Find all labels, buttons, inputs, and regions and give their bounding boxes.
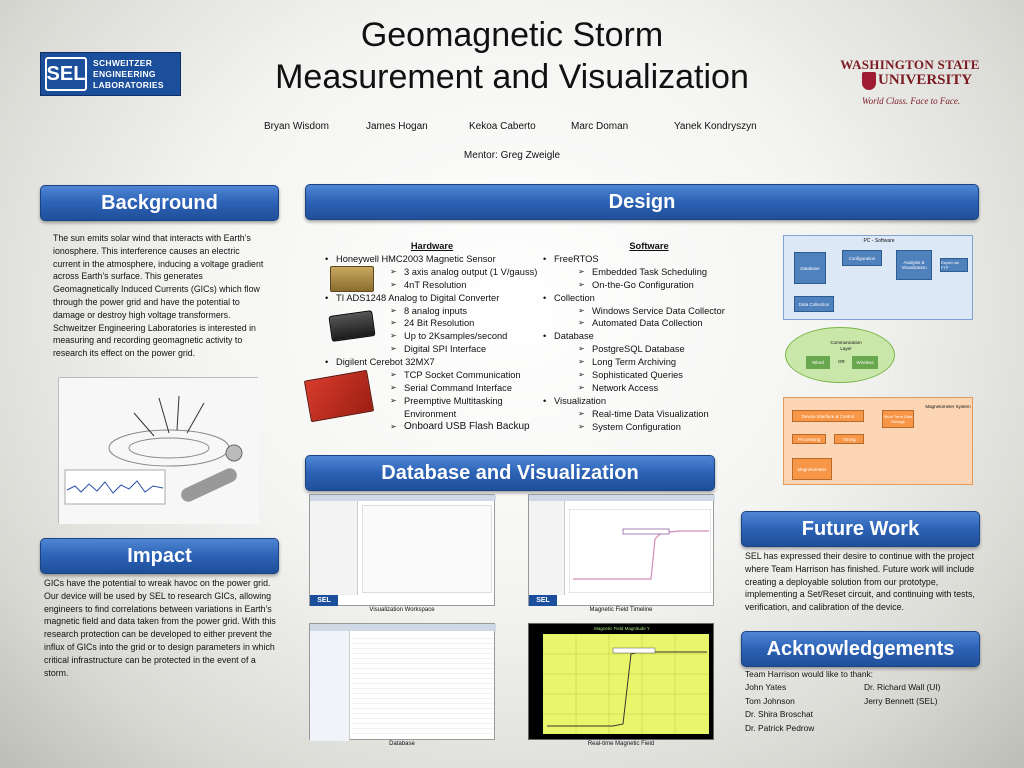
wsu-logo-tagline: World Class. Face to Face. bbox=[862, 96, 961, 106]
title-line-2: Measurement and Visualization bbox=[275, 58, 749, 96]
software-subitem: ➢ On-the-Go Configuration bbox=[540, 279, 760, 292]
author-2: James Hogan bbox=[366, 121, 428, 132]
title-line-1: Geomagnetic Storm bbox=[360, 16, 664, 54]
sel-line-2: ENGINEERING bbox=[93, 68, 156, 79]
pc-software-label: PC - Software bbox=[863, 238, 895, 244]
wired-block: Wired bbox=[806, 356, 830, 369]
ack-name: Tom Johnson bbox=[745, 695, 795, 706]
realtime-title: Magnetic Field Magnitude Y bbox=[594, 626, 650, 631]
hardware-title: Hardware bbox=[410, 241, 454, 251]
background-text: The sun emits solar wind that interacts with Earth’s ionosphere. This interference causes an electric current in the atmosphere, inducing a voltage gradient across Earth’s surface. This generates Geomagnetically Induced Currents (GICs) which flow through the power grid and have the potential to damage or destroy high voltage transformers. Schweitzer Engineering Laboratories is interested in measuring and recording geomagnetic activity to research its effect on the power grid. bbox=[53, 233, 264, 359]
ack-name: Dr. Richard Wall (UI) bbox=[864, 682, 941, 692]
hardware-subitem: ➢ Preemptive Multitasking Environment bbox=[322, 395, 542, 421]
hardware-item: • Digilent Cerebot 32MX7 bbox=[322, 356, 542, 369]
database-visualization-header: Database and Visualization bbox=[305, 455, 715, 491]
software-title: Software bbox=[629, 241, 669, 251]
software-subitem: ➢ Long Term Archiving bbox=[540, 356, 760, 369]
software-item: • Database bbox=[540, 330, 760, 343]
database-tree bbox=[310, 631, 350, 741]
sel-logo bbox=[40, 52, 181, 96]
ack-name: Dr. Shira Broschat bbox=[745, 709, 813, 719]
timing-block: Timing bbox=[834, 434, 864, 444]
author-5: Yanek Kondryszyn bbox=[674, 121, 757, 132]
hardware-subitem: ➢ TCP Socket Communication bbox=[322, 369, 542, 382]
wsu-logo-university: UNIVERSITY bbox=[878, 72, 973, 88]
visualization-workspace-screenshot bbox=[309, 494, 495, 606]
realtime-plot bbox=[543, 634, 709, 734]
software-subitem: ➢ Windows Service Data Collector bbox=[540, 305, 760, 318]
ack-name: Dr. Patrick Pedrow bbox=[745, 722, 815, 733]
design-header: Design bbox=[305, 184, 979, 220]
sel-logo-text bbox=[93, 58, 164, 91]
sel-mini-logo: SEL bbox=[529, 595, 557, 606]
acknowledgements-col1 bbox=[745, 681, 860, 735]
device-interface-block: Device Interface & Control bbox=[792, 410, 864, 422]
wsu-crest-icon bbox=[862, 72, 876, 90]
hardware-subitem: ➢ Onboard USB Flash Backup bbox=[322, 421, 542, 434]
impact-text: GICs have the potential to wreak havoc on the power grid. Our device will be used by SEL to research GICs, allowing engineers to find correlations between variations in Earth’s magnetic field and data taken from the power grid. With this research protection can be developed to either prevent the influx of GICs into the grid or to design parameters in which critical infrastructure can be protected in the event of a storm. bbox=[44, 578, 276, 678]
sel-line-1: SCHWEITZER bbox=[93, 57, 153, 68]
magnetometer-system-box bbox=[783, 397, 973, 485]
future-work-header: Future Work bbox=[741, 511, 980, 547]
mentor: Mentor: Greg Zweigle bbox=[463, 150, 561, 161]
caption-database: Database bbox=[389, 741, 415, 747]
short-term-storage-block: Short Term Data Storage bbox=[882, 410, 914, 428]
hardware-subitem: ➢ Up to 2Ksamples/second bbox=[322, 330, 542, 343]
sel-line-3: LABORATORIES bbox=[93, 79, 164, 90]
tree-panel bbox=[310, 501, 358, 595]
hardware-subitem: ➢ 8 analog inputs bbox=[322, 305, 542, 318]
acknowledgements-header: Acknowledgements bbox=[741, 631, 980, 667]
author-1: Bryan Wisdom bbox=[264, 121, 330, 132]
software-subitem: ➢ System Configuration bbox=[540, 421, 760, 434]
pc-software-box bbox=[783, 235, 973, 320]
database-table bbox=[352, 634, 494, 738]
hardware-subitem: ➢ Serial Command Interface bbox=[322, 382, 542, 395]
software-item: • Visualization bbox=[540, 395, 760, 408]
hardware-subitem: ➢ 24 Bit Resolution bbox=[322, 317, 542, 330]
hardware-item: • Honeywell HMC2003 Magnetic Sensor bbox=[322, 253, 542, 266]
hardware-subitem: ➢ 4nT Resolution bbox=[322, 279, 542, 292]
acknowledgements-col2 bbox=[864, 681, 979, 708]
software-subitem: ➢ Embedded Task Scheduling bbox=[540, 266, 760, 279]
author-3: Kekoa Caberto bbox=[469, 121, 536, 132]
analysis-block: Analysis & Visualization bbox=[896, 250, 932, 280]
communication-layer-label: Communication Layer bbox=[830, 340, 862, 351]
ack-name: John Yates bbox=[745, 682, 787, 692]
software-item: • Collection bbox=[540, 292, 760, 305]
hardware-subitem: ➢ Digital SPI Interface bbox=[322, 343, 542, 356]
acknowledgements-intro: Team Harrison would like to thank: bbox=[745, 669, 874, 679]
window-titlebar bbox=[310, 624, 496, 631]
wsu-logo bbox=[840, 58, 980, 110]
caption-realtime-magnetic-field: Real-time Magnetic Field bbox=[587, 741, 655, 747]
software-subitem: ➢ Network Access bbox=[540, 382, 760, 395]
software-item: • FreeRTOS bbox=[540, 253, 760, 266]
database-screenshot bbox=[309, 623, 495, 740]
author-4: Marc Doman bbox=[571, 121, 629, 132]
caption-visualization-workspace: Visualization Workspace bbox=[369, 607, 435, 613]
software-subitem: ➢ Automated Data Collection bbox=[540, 317, 760, 330]
magnetic-field-timeline-screenshot bbox=[528, 494, 714, 606]
configuration-block: Configuration bbox=[842, 250, 882, 266]
hardware-subitem: ➢ 3 axis analog output (1 V/gauss) bbox=[322, 266, 542, 279]
background-header: Background bbox=[40, 185, 279, 221]
ack-name: Jerry Bennett (SEL) bbox=[864, 695, 938, 706]
database-block: Database bbox=[794, 252, 826, 284]
system-diagram bbox=[783, 235, 973, 485]
tree-panel bbox=[529, 501, 565, 595]
software-subitem: ➢ Real-time Data Visualization bbox=[540, 408, 760, 421]
form-panel bbox=[362, 505, 492, 593]
magnetic-sensor-photo bbox=[330, 266, 374, 292]
or-label: OR bbox=[838, 359, 845, 364]
wsu-logo-top: WASHINGTON STATE bbox=[840, 57, 980, 72]
software-list bbox=[540, 240, 760, 434]
impact-header: Impact bbox=[40, 538, 279, 574]
software-subitem: ➢ Sophisticated Queries bbox=[540, 369, 760, 382]
caption-magnetic-field-timeline: Magnetic Field Timeline bbox=[589, 607, 653, 613]
poster-title bbox=[220, 14, 804, 98]
communication-cloud bbox=[785, 327, 895, 383]
export-block: Export via FTP bbox=[940, 258, 968, 272]
gic-illustration-svg bbox=[59, 378, 259, 524]
data-collection-block: Data Collection bbox=[794, 296, 834, 312]
magnetometer-system-label: Magnetometer System bbox=[925, 404, 971, 409]
gic-illustration bbox=[58, 377, 258, 523]
hardware-item: • TI ADS1248 Analog to Digital Converter bbox=[322, 292, 542, 305]
magnetometer-block: Magnetometer bbox=[792, 458, 832, 480]
sel-logo-mark: SEL bbox=[45, 57, 87, 91]
processing-block: Processing bbox=[792, 434, 826, 444]
timeline-plot bbox=[569, 509, 711, 593]
software-subitem: ➢ PostgreSQL Database bbox=[540, 343, 760, 356]
wireless-block: Wireless bbox=[852, 356, 878, 369]
future-work-text: SEL has expressed their desire to continue with the project where Team Harrison has finished. Future work will include creating a deployable solution from our prototype, implementing a Set/Reset circuit, and continuing with tests, verification, and calibration of the device. bbox=[745, 551, 975, 613]
realtime-magnetic-field-screenshot bbox=[528, 623, 714, 740]
sel-mini-logo: SEL bbox=[310, 595, 338, 606]
